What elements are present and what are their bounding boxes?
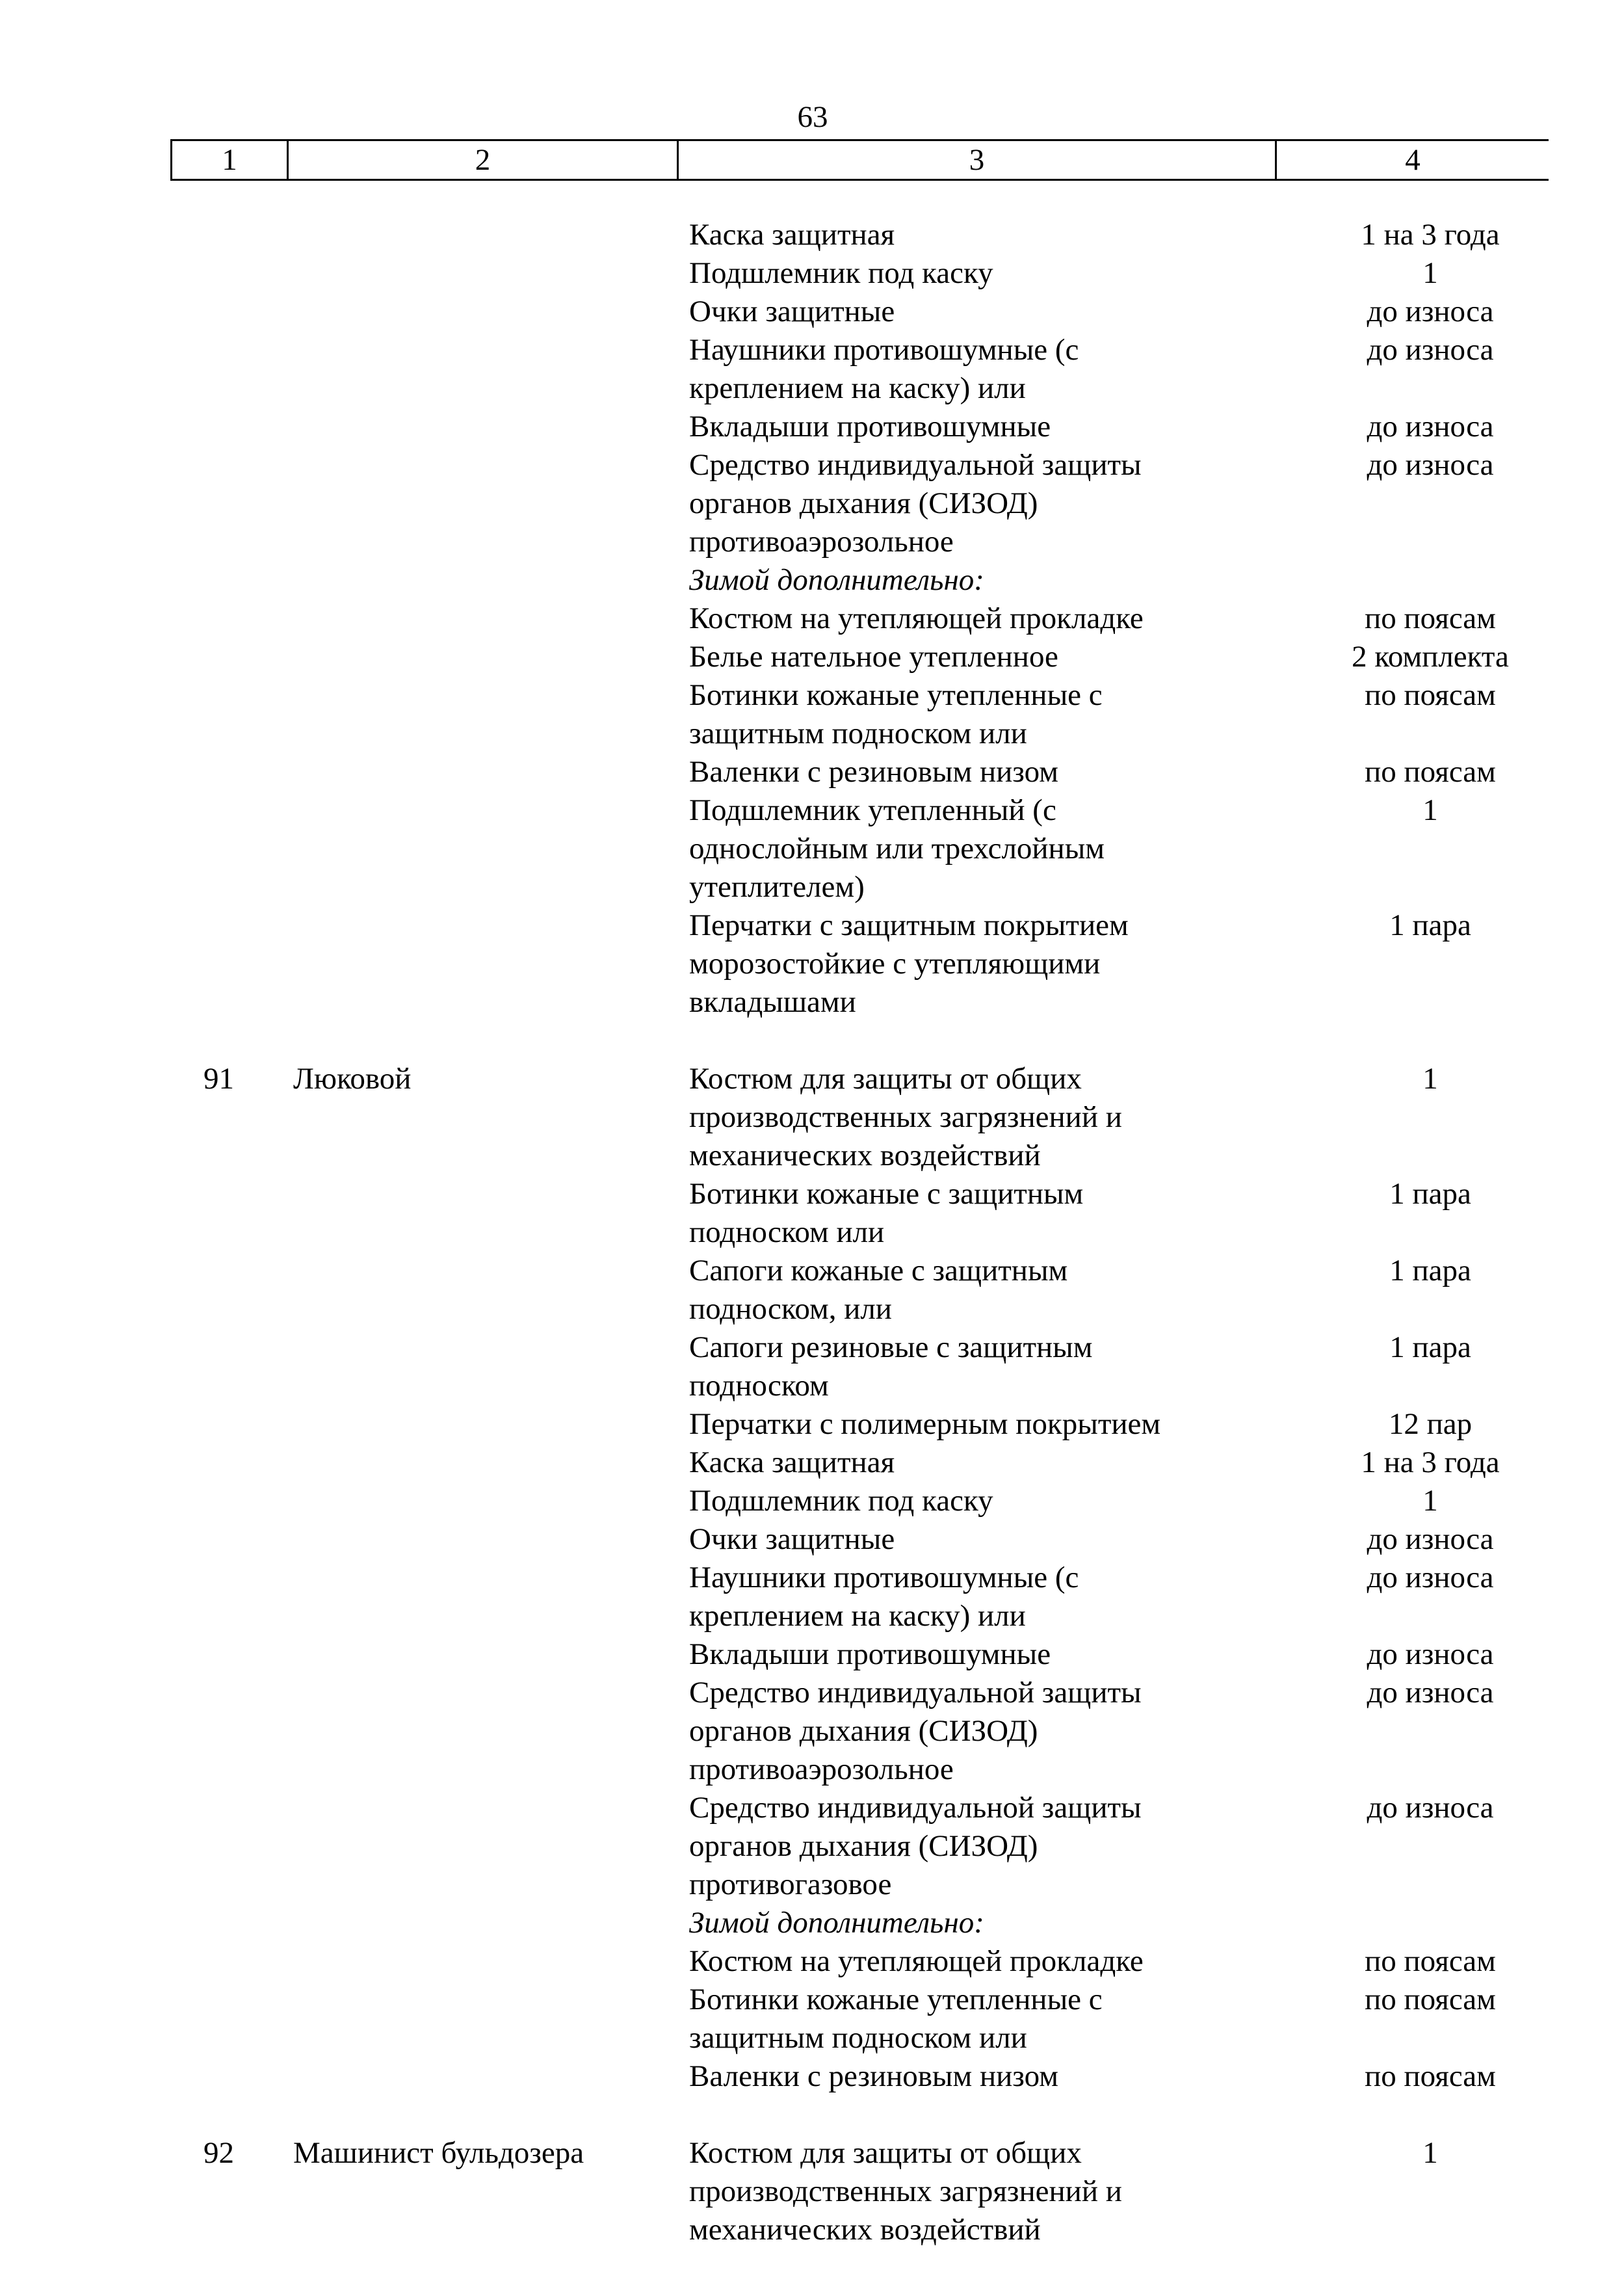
issue-norm: по поясам xyxy=(1365,2059,1496,2093)
issue-norm: по поясам xyxy=(1365,1983,1496,2016)
row-number: 91 xyxy=(203,1062,234,1096)
column-header-3: 3 xyxy=(969,143,985,177)
ppe-item-name: Вкладыши противошумные xyxy=(689,1637,1051,1671)
section-subheading: Зимой дополнительно: xyxy=(689,563,984,597)
ppe-item-name: Ботинки кожаные с защитным подноском или xyxy=(689,1177,1084,1249)
issue-norm: 1 xyxy=(1422,2136,1438,2170)
ppe-item-name: Подшлемник под каску xyxy=(689,1484,993,1518)
issue-norm: до износа xyxy=(1367,333,1494,367)
issue-norm: 1 на 3 года xyxy=(1361,1445,1500,1479)
ppe-item-name: Средство индивидуальной защиты органов дыхания (СИЗОД) противоаэрозольное xyxy=(689,448,1142,559)
ppe-item-name: Костюм для защиты от общих производственных загрязнений и механических воздействий xyxy=(689,2136,1122,2247)
issue-norm: до износа xyxy=(1367,1791,1494,1825)
issue-norm: до износа xyxy=(1367,295,1494,328)
header-top-rule xyxy=(170,139,1549,141)
issue-norm: 1 xyxy=(1422,1484,1438,1518)
issue-norm: до износа xyxy=(1367,1637,1494,1671)
issue-norm: по поясам xyxy=(1365,755,1496,789)
ppe-item-name: Костюм на утепляющей прокладке xyxy=(689,601,1144,635)
ppe-item-name: Белье нательное утепленное xyxy=(689,640,1058,674)
issue-norm: до износа xyxy=(1367,1676,1494,1709)
issue-norm: по поясам xyxy=(1365,678,1496,712)
column-header-1: 1 xyxy=(222,143,237,177)
ppe-item-name: Костюм на утепляющей прокладке xyxy=(689,1944,1144,1978)
ppe-item-name: Средство индивидуальной защиты органов дыхания (СИЗОД) противоаэрозольное xyxy=(689,1676,1142,1786)
ppe-item-name: Каска защитная xyxy=(689,218,895,252)
ppe-item-name: Очки защитные xyxy=(689,1522,895,1556)
header-bottom-rule xyxy=(170,179,1549,181)
issue-norm: 1 пара xyxy=(1389,1254,1471,1287)
issue-norm: 1 xyxy=(1422,256,1438,290)
ppe-item-name: Перчатки с полимерным покрытием xyxy=(689,1407,1161,1441)
issue-norm: 1 xyxy=(1422,793,1438,827)
ppe-item-name: Валенки с резиновым низом xyxy=(689,2059,1058,2093)
ppe-item-name: Сапоги кожаные с защитным подноском, или xyxy=(689,1254,1068,1326)
issue-norm: 1 xyxy=(1422,1062,1438,1096)
ppe-item-name: Очки защитные xyxy=(689,295,895,328)
section-subheading: Зимой дополнительно: xyxy=(689,1906,984,1940)
issue-norm: до износа xyxy=(1367,448,1494,482)
column-header-row xyxy=(170,139,1549,181)
ppe-item-name: Наушники противошумные (с креплением на каску) или xyxy=(689,333,1079,405)
issue-norm: по поясам xyxy=(1365,601,1496,635)
ppe-item-name: Наушники противошумные (с креплением на каску) или xyxy=(689,1561,1079,1633)
occupation-name: Люковой xyxy=(293,1062,412,1096)
issue-norm: 2 комплекта xyxy=(1352,640,1509,674)
issue-norm: 1 пара xyxy=(1389,908,1471,942)
ppe-item-name: Костюм для защиты от общих производственных загрязнений и механических воздействий xyxy=(689,1062,1122,1172)
page-number: 63 xyxy=(797,100,828,134)
ppe-item-name: Вкладыши противошумные xyxy=(689,410,1051,443)
column-header-2: 2 xyxy=(475,143,491,177)
issue-norm: 12 пар xyxy=(1388,1407,1473,1441)
ppe-item-name: Подшлемник утепленный (с однослойным или трехслойным утеплителем) xyxy=(689,793,1105,904)
issue-norm: до износа xyxy=(1367,1522,1494,1556)
issue-norm: до износа xyxy=(1367,1561,1494,1594)
ppe-item-name: Подшлемник под каску xyxy=(689,256,993,290)
occupation-name: Машинист бульдозера xyxy=(293,2136,584,2170)
column-header-4: 4 xyxy=(1405,143,1421,177)
ppe-item-name: Валенки с резиновым низом xyxy=(689,755,1058,789)
issue-norm: 1 пара xyxy=(1389,1330,1471,1364)
ppe-item-name: Перчатки с защитным покрытием морозостойкие с утепляющими вкладышами xyxy=(689,908,1129,1019)
row-number: 92 xyxy=(203,2136,234,2170)
issue-norm: по поясам xyxy=(1365,1944,1496,1978)
ppe-item-name: Сапоги резиновые с защитным подноском xyxy=(689,1330,1093,1403)
issue-norm: 1 пара xyxy=(1389,1177,1471,1211)
ppe-item-name: Каска защитная xyxy=(689,1445,895,1479)
issue-norm: до износа xyxy=(1367,410,1494,443)
ppe-item-name: Ботинки кожаные утепленные с защитным подноском или xyxy=(689,678,1103,750)
ppe-item-name: Ботинки кожаные утепленные с защитным подноском или xyxy=(689,1983,1103,2055)
issue-norm: 1 на 3 года xyxy=(1361,218,1500,252)
ppe-item-name: Средство индивидуальной защиты органов дыхания (СИЗОД) противогазовое xyxy=(689,1791,1142,1901)
